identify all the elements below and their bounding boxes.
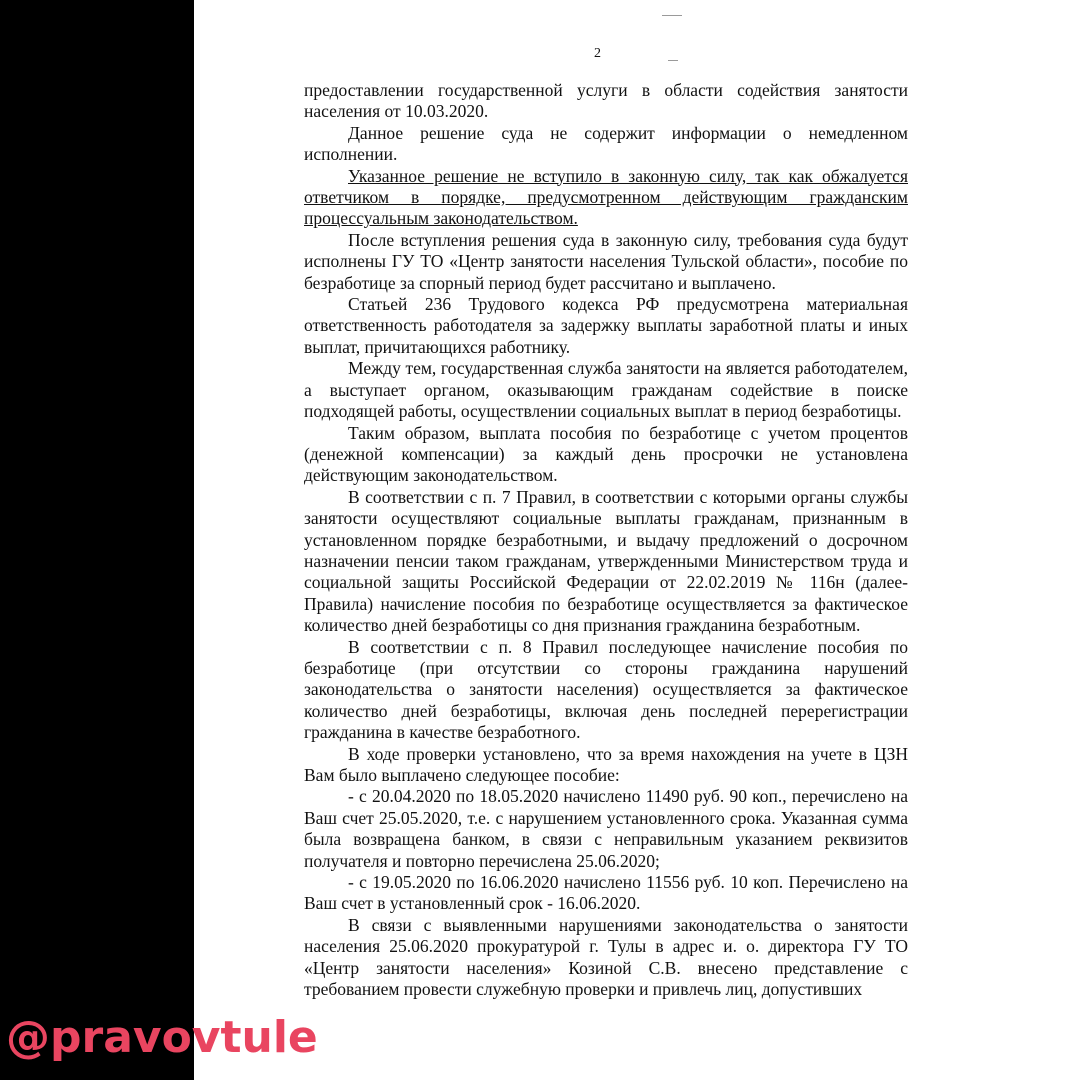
paragraph: Между тем, государственная служба занятости на является работодателем, а выступает органом, оказывающим гражданам содействие в поиске подходящей работы, осуществлении социальных выплат в период безработицы.	[304, 358, 908, 422]
scan-speck	[662, 15, 682, 16]
scan-speck	[668, 60, 678, 61]
paragraph: - с 19.05.2020 по 16.06.2020 начислено 11556 руб. 10 коп. Перечислено на Ваш счет в установленный срок - 16.06.2020.	[304, 872, 908, 914]
paragraph: После вступления решения суда в законную силу, требования суда будут исполнены ГУ ТО «Центр занятости населения Тульской области», пособие по безработице за спорный период будет рассчитано и выплачено.	[304, 229, 908, 293]
paragraph: В связи с выявленными нарушениями законодательства о занятости населения 25.06.2020 прокуратурой г. Тулы в адрес и. о. директора ГУ ТО «Центр занятости населения» Козиной С.В. внесено представление с требованием провести служебную проверки и привлечь лиц, допустивших	[304, 914, 908, 1000]
watermark-handle: @pravovtule	[6, 1012, 318, 1063]
paragraph: Данное решение суда не содержит информации о немедленном исполнении.	[304, 122, 908, 165]
paragraph: В соответствии с п. 7 Правил, в соответствии с которыми органы службы занятости осуществляют социальные выплаты гражданам, признанным в установленном порядке безработными, и выдачу предложений о досрочном назначении пенсии таком гражданам, утвержденными Министерством труда и социальной защиты Российской Федерации от 22.02.2019 № 116н (далее-Правила) начисление пособия по безработице осуществляется за фактическое количество дней безработицы со дня признания гражданина безработным.	[304, 486, 908, 636]
page-number: 2	[594, 46, 601, 61]
paragraph: предоставлении государственной услуги в области содействия занятости населения от 10.03.2020.	[304, 80, 908, 122]
paragraph: Таким образом, выплата пособия по безработице с учетом процентов (денежной компенсации) за каждый день просрочки не установлена действующим законодательством.	[304, 422, 908, 486]
paragraph: Указанное решение не вступило в законную силу, так как обжалуется ответчиком в порядке, предусмотренном действующим гражданским процессуальным законодательством.	[304, 165, 908, 229]
paragraph: Статьей 236 Трудового кодекса РФ предусмотрена материальная ответственность работодателя за задержку выплаты заработной платы и иных выплат, причитающихся работнику.	[304, 294, 908, 357]
scanned-page	[194, 0, 1080, 1080]
paragraph: В ходе проверки установлено, что за время нахождения на учете в ЦЗН Вам было выплачено следующее пособие:	[304, 743, 908, 785]
paragraph: - с 20.04.2020 по 18.05.2020 начислено 11490 руб. 90 коп., перечислено на Ваш счет 25.05.2020, т.е. с нарушением установленного срока. Указанная сумма была возвращена банком, в связи с неправильным указанием реквизитов получателя и повторно перечислена 25.06.2020;	[304, 786, 908, 871]
paragraph: В соответствии с п. 8 Правил последующее начисление пособия по безработице (при отсутствии со стороны гражданина нарушений законодательства о занятости населения) осуществляется за фактическое количество дней безработицы, включая день последней перерегистрации гражданина в качестве безработного.	[304, 636, 908, 743]
document-body	[304, 80, 908, 1000]
